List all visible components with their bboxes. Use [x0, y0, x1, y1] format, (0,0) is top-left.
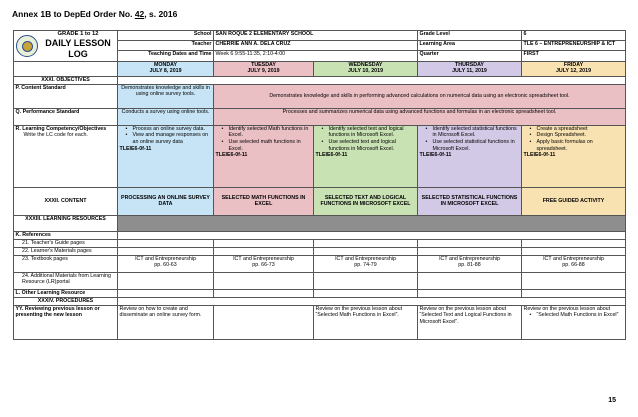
review-tuesday	[214, 305, 314, 339]
list-item: • Identify selected text and logical functions in Microsoft Excel.	[316, 126, 416, 139]
list-item: • Design Spreadsheet.	[524, 132, 624, 139]
content-thursday: SELECTED STATISTICAL FUNCTIONS IN MICROSOFT EXCEL	[418, 187, 522, 215]
content-wednesday: SELECTED TEXT AND LOGICAL FUNCTIONS IN MICROSOFT EXCEL	[314, 187, 418, 215]
review-thursday: Review on the previous lesson about “Selected Text and Logical Functions in Microsoft Excel”.	[418, 305, 522, 339]
school-label: School	[118, 31, 214, 41]
textbook-tuesday: ICT and Entrepreneurship pp. 66-73	[214, 255, 314, 272]
references-row	[14, 231, 626, 239]
list-item: • Process an online survey data.	[120, 126, 212, 133]
dates-label: Teaching Dates and Time	[118, 51, 214, 61]
lc-code: TLEIE6-0f-11	[523, 152, 556, 159]
performance-standard-row	[14, 108, 626, 125]
day-thursday: THURSDAY JULY 11, 2019	[418, 61, 522, 76]
competency-wednesday	[314, 125, 418, 187]
textbook-friday: ICT and Entrepreneurship pp. 66-88	[522, 255, 626, 272]
performance-standard-rest: Processes and summarizes numerical data using advanced functions and formulas in an electronic spreadsheet tool.	[214, 108, 626, 125]
other-resource-label: L. Other Learning Resource	[14, 289, 118, 297]
learners-materials-row	[14, 247, 626, 255]
grade-range-text: GRADE 1 to 12	[57, 31, 99, 37]
learning-resources-label: XXXIII. LEARNING RESOURCES	[14, 215, 118, 231]
references-label: K. References	[14, 231, 118, 239]
competency-thursday	[418, 125, 522, 187]
list-item: • Use selected statistical functions in Microsoft Excel.	[420, 139, 520, 152]
content-label: XXXII. CONTENT	[14, 187, 118, 215]
competency-monday	[118, 125, 214, 187]
log-title: DAILY LESSON LOG	[45, 38, 111, 60]
content-standard-label: P. Content Standard	[14, 84, 118, 108]
content-standard-rest: Demonstrates knowledge and skills in performing advanced calculations on numerical data using an electronic spreadsheet tool.	[214, 84, 626, 108]
annex-prefix: Annex 1B to DepEd Order No.	[12, 9, 133, 19]
days-row	[14, 61, 626, 76]
other-resource-row	[14, 289, 626, 297]
textbook-monday: ICT and Entrepreneurship pp. 60-63	[118, 255, 214, 272]
day-friday: FRIDAY JULY 12, 2019	[522, 61, 626, 76]
review-row	[14, 305, 626, 339]
content-tuesday: SELECTED MATH FUNCTIONS IN EXCEL	[214, 187, 314, 215]
competency-row	[14, 125, 626, 187]
review-label: YY. Reviewing previous lesson or presenting the new lesson	[14, 305, 118, 339]
content-standard-row	[14, 84, 626, 108]
procedures-row	[14, 297, 626, 305]
day-tuesday: TUESDAY JULY 9, 2019	[214, 61, 314, 76]
list-item: • Use selected text and logical functions in Microsoft Excel.	[316, 139, 416, 152]
textbook-wednesday: ICT and Entrepreneurship pp. 74-79	[314, 255, 418, 272]
performance-standard-label: Q. Performance Standard	[14, 108, 118, 125]
teachers-guide-row	[14, 239, 626, 247]
additional-materials-label: 24. Additional Materials from Learning Resource (LR)portal	[14, 272, 118, 289]
days-row-blank	[14, 61, 118, 76]
lc-code: TLEIE6-0f-11	[215, 152, 248, 159]
grade-level-label: Grade Level	[418, 31, 522, 41]
additional-materials-row	[14, 272, 626, 289]
teachers-guide-label: 21. Teacher's Guide pages	[14, 239, 118, 247]
competency-tuesday	[214, 125, 314, 187]
list-item: • “Selected Math Functions in Excel”	[524, 312, 624, 319]
review-friday	[522, 305, 626, 339]
references-blank	[118, 231, 626, 239]
competency-label: R. Learning Competency/Objectives	[15, 125, 107, 132]
dates-value: Week 6 9:55-11:35, 2:10-4:00	[214, 51, 418, 61]
review-wednesday: Review on the previous lesson about “Selected Math Functions in Excel”.	[314, 305, 418, 339]
objectives-row	[14, 76, 626, 84]
competency-label-cell	[14, 125, 118, 187]
procedures-label: XXXIV. PROCEDURES	[14, 297, 118, 305]
textbook-thursday: ICT and Entrepreneurship pp. 81-88	[418, 255, 522, 272]
review-monday: Review on how to create and disseminate an online survey form.	[118, 305, 214, 339]
competency-friday	[522, 125, 626, 187]
grade-level-value: 6	[522, 31, 626, 41]
day-monday: MONDAY JULY 8, 2019	[118, 61, 214, 76]
objectives-blank	[118, 76, 626, 84]
quarter-value: FIRST	[522, 51, 626, 61]
content-friday: FREE GUIDED ACTIVITY	[522, 187, 626, 215]
learners-materials-label: 22. Learner's Materials pages	[14, 247, 118, 255]
textbook-row	[14, 255, 626, 272]
content-monday: PROCESSING AN ONLINE SURVEY DATA	[118, 187, 214, 215]
learning-resources-shade	[118, 215, 626, 231]
learning-area-label: Learning Area	[418, 41, 522, 51]
teacher-label: Teacher	[118, 41, 214, 51]
textbook-label: 23. Textbook pages	[14, 255, 118, 272]
school-value: SAN ROQUE 2 ELEMENTARY SCHOOL	[214, 31, 418, 41]
annex-suffix: , s. 2016	[144, 9, 178, 19]
list-item: • View and manage responses on an online survey data	[120, 132, 212, 145]
learning-area-value: TLE 6 – ENTREPRENEURSHIP & ICT	[522, 41, 626, 51]
list-item: • Use selected math functions in Excel.	[216, 139, 312, 152]
lc-code: TLEIE6-0f-11	[419, 152, 452, 159]
performance-standard-monday: Conducts a survey using online tools.	[118, 108, 214, 125]
list-item: • Identify selected statistical functions in Microsoft Excel.	[420, 126, 520, 139]
list-item: • Identify selected Math functions in Excel.	[216, 126, 312, 139]
logo-and-grade-cell	[14, 31, 118, 62]
day-wednesday: WEDNESDAY JULY 10, 2019	[314, 61, 418, 76]
content-row	[14, 187, 626, 215]
review-friday-intro: Review on the previous lesson about	[523, 305, 611, 312]
annex-heading	[12, 9, 177, 19]
annex-number: 42	[134, 9, 145, 19]
list-item: • Create a spreadsheet	[524, 126, 624, 133]
learning-resources-row	[14, 215, 626, 231]
teacher-value: CHERRIE ANN A. DELA CRUZ	[214, 41, 418, 51]
header-row-school	[14, 31, 626, 41]
list-item: • Apply basic formulas on spreadsheet.	[524, 139, 624, 152]
lc-code: TLEIE6-0f-11	[315, 152, 348, 159]
objectives-label: XXXI. OBJECTIVES	[14, 76, 118, 84]
page-number: 15	[608, 397, 616, 404]
lc-code: TLEIE6-0f-11	[119, 145, 152, 152]
daily-lesson-log-table	[13, 30, 626, 340]
deped-seal-icon	[16, 35, 38, 57]
procedures-blank	[118, 297, 626, 305]
content-standard-monday: Demonstrates knowledge and skills in using online survey tools.	[118, 84, 214, 108]
quarter-label: Quarter	[418, 51, 522, 61]
competency-sub: Write the LC code for each.	[23, 132, 88, 139]
